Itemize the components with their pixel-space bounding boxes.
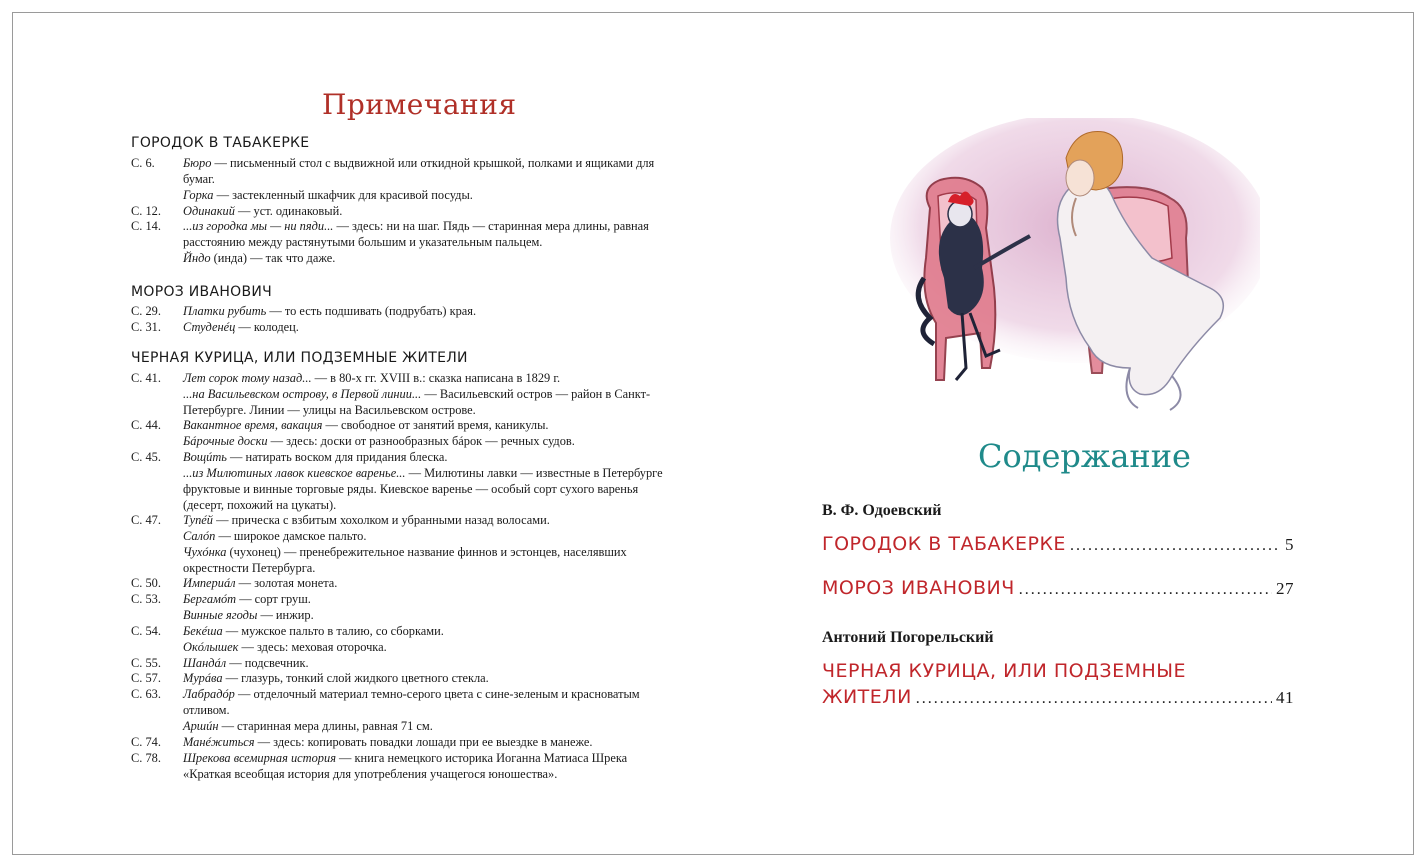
note-item [131, 735, 666, 751]
note-item [131, 251, 666, 267]
note-text: — книга немецкого историка Иоганна Матиаса Шрека «Краткая всеобщая история для употребления учащегося юношества». [183, 751, 628, 781]
author-name: Антоний Погорельский [822, 629, 994, 646]
note-item [131, 751, 666, 783]
note-text: — в 80-х гг. XVIII в.: сказка написана в 1829 г. [311, 371, 561, 385]
note-page: С. 41. [131, 371, 161, 385]
note-page: С. 57. [131, 671, 161, 685]
notes-title: Примечания [322, 88, 517, 121]
note-item [131, 687, 666, 719]
note-item [131, 219, 666, 251]
note-item [131, 576, 666, 592]
note-page: С. 45. [131, 450, 161, 464]
note-term: Лет сорок тому назад... [183, 371, 312, 385]
notes-section-heading: МОРОЗ ИВАНОВИЧ [131, 284, 273, 300]
note-item [131, 719, 666, 735]
note-text: — колодец. [235, 320, 299, 334]
note-page: С. 47. [131, 513, 161, 527]
note-page: С. 55. [131, 656, 161, 670]
note-term: Манéжиться [183, 735, 255, 749]
note-term: Бергамóт [183, 592, 237, 606]
note-term: ...из городка мы — ни пяди... [183, 219, 334, 233]
toc-entry-title-line1: ЧЕРНАЯ КУРИЦА, ИЛИ ПОДЗЕМНЫЕ [822, 660, 1187, 682]
toc-leader-dots [1070, 537, 1281, 555]
note-text: — натирать воском для придания блеска. [226, 450, 448, 464]
toc-entry-page: 27 [1276, 579, 1294, 598]
contents-title: Содержание [978, 437, 1191, 475]
note-page: С. 50. [131, 576, 161, 590]
note-item [131, 450, 666, 466]
note-text: — Милютины лавки — известные в Петербурге фруктовые и винные торговые ряды. Киевское варенье — особый сорт сухого варенья (десерт, похожий на цукаты). [183, 466, 663, 512]
note-text: (чухонец) — пренебрежительное название финнов и эстонцев, населявших окрестности Петербурга. [183, 545, 627, 575]
note-item [131, 671, 666, 687]
toc-entry-page: 5 [1285, 535, 1294, 554]
note-term: Лабрадóр [183, 687, 235, 701]
note-term: Платки рубить [183, 304, 267, 318]
toc-entry-title-line2: ЖИТЕЛИ [822, 686, 912, 708]
note-term: Бекéша [183, 624, 223, 638]
note-item [131, 204, 666, 220]
toc-entry[interactable] [822, 533, 1294, 555]
note-text: — здесь: доски от разнообразных бáрок — речных судов. [267, 434, 575, 448]
note-text: — здесь: ни на шаг. Пядь — старинная мера длины, равная расстоянию между растянутыми большим и указательным пальцем. [183, 219, 649, 249]
note-item [131, 418, 666, 434]
note-text: — прическа с взбитым хохолком и убранными назад волосами. [212, 513, 550, 527]
toc-entry-page: 41 [1276, 688, 1294, 707]
toc-entry-title: ГОРОДОК В ТАБАКЕРКЕ [822, 533, 1066, 555]
note-text: — старинная мера длины, равная 71 см. [218, 719, 433, 733]
note-text: — сорт груш. [236, 592, 311, 606]
note-text: — застекленный шкафчик для красивой посуды. [213, 188, 473, 202]
note-text: — глазурь, тонкий слой жидкого цветного стекла. [222, 671, 489, 685]
note-text: (инда) — так что даже. [210, 251, 336, 265]
note-text: — письменный стол с выдвижной или откидной крышкой, полками и ящиками для бумаг. [183, 156, 655, 186]
toc-entry[interactable] [822, 660, 1294, 708]
note-text: — подсвечник. [226, 656, 309, 670]
note-term: Горка [183, 188, 214, 202]
note-text: — уст. одинаковый. [234, 204, 343, 218]
author-name: В. Ф. Одоевский [822, 502, 942, 519]
toc-leader-dots [916, 690, 1272, 708]
note-term: Чухóнка [183, 545, 227, 559]
note-text: — здесь: копировать повадки лошади при ее выездке в манеже. [254, 735, 593, 749]
note-text: — широкое дамское пальто. [215, 529, 367, 543]
note-item [131, 608, 666, 624]
note-page: С. 29. [131, 304, 161, 318]
note-item [131, 434, 666, 450]
note-term: Студенéц [183, 320, 236, 334]
note-term: Империáл [183, 576, 236, 590]
illustration-chicken-and-boy [890, 118, 1260, 418]
note-term: Бáрочные доски [183, 434, 268, 448]
note-term: Тупéй [183, 513, 213, 527]
note-term: ...из Милютиных лавок киевское варенье... [183, 466, 406, 480]
note-text: — отделочный материал темно-серого цвета с сине-зеленым и красноватым отливом. [183, 687, 640, 717]
note-page: С. 63. [131, 687, 161, 701]
note-text: — свободное от занятий время, каникулы. [322, 418, 549, 432]
note-item [131, 188, 666, 204]
note-page: С. 12. [131, 204, 161, 218]
note-page: С. 74. [131, 735, 161, 749]
note-item [131, 656, 666, 672]
note-item [131, 387, 666, 419]
note-page: С. 53. [131, 592, 161, 606]
toc-entry[interactable] [822, 577, 1294, 599]
note-term: Шрекова всемирная история [183, 751, 336, 765]
note-item [131, 624, 666, 640]
note-item [131, 513, 666, 529]
note-page: С. 54. [131, 624, 161, 638]
note-item [131, 320, 666, 336]
note-item [131, 545, 666, 577]
note-term: Одинакий [183, 204, 235, 218]
note-text: — Васильевский остров — район в Санкт-Петербурге. Линии — улицы на Васильевском острове. [183, 387, 651, 417]
note-page: С. 14. [131, 219, 161, 233]
note-text: — инжир. [257, 608, 314, 622]
note-text: — то есть подшивать (подрубать) края. [266, 304, 477, 318]
note-term: Йндо [183, 251, 211, 265]
note-text: — золотая монета. [235, 576, 338, 590]
note-term: ...на Васильевском острову, в Первой линии... [183, 387, 422, 401]
note-page: С. 78. [131, 751, 161, 765]
note-term: Салóп [183, 529, 216, 543]
note-page: С. 6. [131, 156, 155, 170]
note-item [131, 640, 666, 656]
note-item [131, 371, 666, 387]
note-term: Вощúть [183, 450, 227, 464]
toc-leader-dots [1019, 581, 1272, 599]
toc-entry-title: МОРОЗ ИВАНОВИЧ [822, 577, 1015, 599]
boy-face [1066, 160, 1094, 196]
note-term: Вакантное время, вакация [183, 418, 323, 432]
note-page: С. 31. [131, 320, 161, 334]
note-item [131, 156, 666, 188]
notes-section-heading: ГОРОДОК В ТАБАКЕРКЕ [131, 135, 310, 151]
note-item [131, 304, 666, 320]
note-term: Окóлышек [183, 640, 239, 654]
note-term: Мурáва [183, 671, 223, 685]
note-term: Шандáл [183, 656, 227, 670]
notes-section-heading: ЧЕРНАЯ КУРИЦА, ИЛИ ПОДЗЕМНЫЕ ЖИТЕЛИ [131, 350, 468, 366]
note-item [131, 592, 666, 608]
note-term: Винные ягоды [183, 608, 258, 622]
note-term: Бюро [183, 156, 212, 170]
note-page: С. 44. [131, 418, 161, 432]
note-term: Аршúн [183, 719, 219, 733]
note-item [131, 529, 666, 545]
note-text: — здесь: меховая оторочка. [238, 640, 387, 654]
note-item [131, 466, 666, 513]
note-text: — мужское пальто в талию, со сборками. [222, 624, 444, 638]
